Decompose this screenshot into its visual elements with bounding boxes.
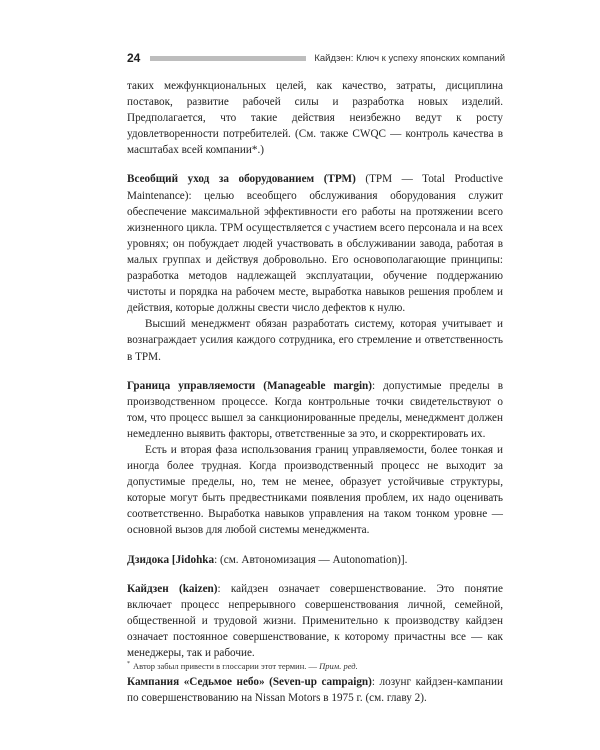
entry-term: Граница управляемости (Manageable margin) (127, 379, 373, 392)
footnote (127, 661, 503, 671)
footnote-marker: * (127, 661, 130, 668)
entry-definition: : лозунг кайдзен-кампании по совершенствованию на Nissan Motors в 1975 г. (см. главу 2). (127, 676, 503, 705)
footnote-editor-note: Прим. ред. (319, 661, 358, 671)
entry-definition: : кайдзен означает совершенствование. Это понятие включает процесс непрерывного совершенствования личной, семейной, общественной и трудовой жизни. Применительно к производству кайдзен означает постоянное совершенствование, к которому причастны все — как менеджеры, так и рабочие. (127, 582, 503, 659)
entry-definition: : допустимые пределы в производственном процессе. Когда контрольные точки свидетельствуют о том, что процесс вышел за санкционированные пределы, менеджмент должен немедленно выявить факторы, ответственные за это, и скорректировать их. (127, 379, 503, 440)
glossary-entry-jidohka (127, 552, 503, 568)
glossary-body (127, 78, 503, 706)
entry-definition: (TPM — Total Productive Maintenance): целью всеобщего обслуживания оборудования служит обеспечение максимальной эффективности его работы на протяжении всего жизненного цикла. TPM осуществляется с участием всего персонала и на всех уровнях; он побуждает людей участвовать в обслуживании завода, работая в малых группах и действуя добровольно. Его основополагающие принципы: разработка методов надлежащей эксплуатации, обучение поддержанию чистоты и порядка на рабочем месте, выработка навыков решения проблем и действия, которые должны свести число дефектов к нулю. (127, 173, 503, 315)
glossary-entry-kaizen (127, 581, 503, 661)
entry-term: Кайдзен (kaizen) (127, 582, 218, 595)
entry-term: Кампания «Седьмое небо» (Seven-up campaign) (127, 676, 372, 689)
glossary-entry-seven-up (127, 674, 503, 706)
header-rule (150, 56, 306, 61)
paragraph-margin-followup: Есть и вторая фаза использования границ управляемости, более тонкая и иногда более трудная. Когда производственный процесс не выходит за допустимые пределы, но, тем не менее, образует устойчивые структуры, которые могут быть предвестниками появления проблем, их надо оценивать соответственно. Выработка навыков управления на таком тонком уровне — основной вызов для любой системы менеджмента. (127, 443, 503, 537)
entry-definition: : (см. Автономизация — Autonomation)]. (214, 553, 408, 566)
page-number: 24 (127, 51, 141, 65)
running-header (127, 49, 505, 67)
entry-term: Дзидока [Jidohka (127, 553, 215, 566)
paragraph-continuation: таких межфункциональных целей, как качество, затраты, дисциплина поставок, развитие рабочей силы и разработка новых изделий. Предполагается, что такие действия неизбежно ведут к росту удовлетворенности потребителей. (См. также CWQC — контроль качества в масштабах всей компании*.) (127, 80, 503, 157)
footnote-text: Автор забыл привести в глоссарии этот термин. — (133, 661, 318, 671)
glossary-entry-manageable-margin (127, 378, 503, 442)
entry-term: Всеобщий уход за оборудованием (ТРМ) (127, 173, 356, 186)
running-title: Кайдзен: Ключ к успеху японских компаний (314, 52, 505, 64)
glossary-entry-tpm (127, 171, 503, 316)
paragraph-tpm-followup: Высший менеджмент обязан разработать систему, которая учитывает и вознаграждает усилия каждого сотрудника, его стремление и ответственность в TPM. (127, 318, 503, 363)
